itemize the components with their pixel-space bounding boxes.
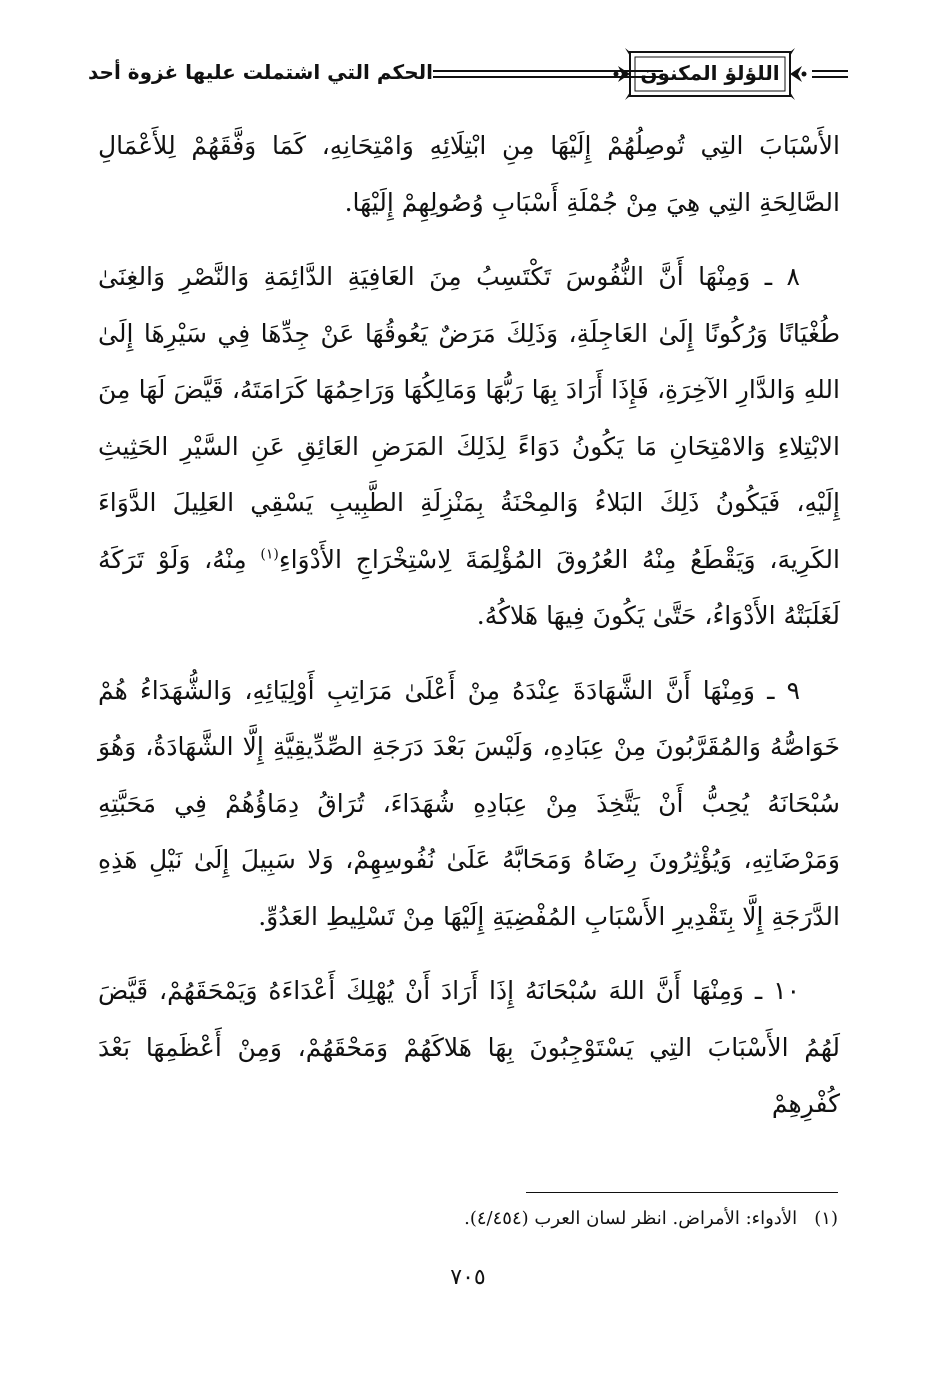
paragraph-8-number: ٨ ـ [764,262,800,291]
paragraph-8-text-a: وَمِنْهَا أَنَّ النُّفُوسَ تَكْتَسِبُ مِنَ العَافِيَةِ الدَّائِمَةِ وَالنَّصْرِ وَالغِنَىٰ طُغْيَانًا وَرُكُونًا إِلَىٰ العَاجِلَةِ، وَذَلِكَ مَرَضٌ يَعُوقُهَا عَنْ جِدِّهَا فِي سَيْرِهَا إِلَىٰ اللهِ وَالدَّارِ الآخِرَةِ، فَإِذَا أَرَادَ بِهَا رَبُّهَا وَمَالِكُهَا وَرَاحِمُهَا كَرَامَتَهُ، قَيَّضَ لَهَا مِنَ الابْتِلاءِ وَالامْتِحَانِ مَا يَكُونُ دَوَاءً لِذَلِكَ المَرَضِ العَائِقِ عَنِ السَّيْرِ الحَثِيثِ إِلَيْهِ، فَيَكُونُ ذَلِكَ البَلاءُ وَالمِحْنَةُ بِمَنْزِلَةِ الطَّبِيبِ يَسْقِي العَلِيلَ الدَّوَاءَ الكَرِيهَ، وَيَقْطَعُ مِنْهُ العُرُوقَ المُؤْلِمَةَ لِاسْتِخْرَاجِ الأَدْوَاءِ [98,262,840,574]
footnote-1 [96,1204,838,1234]
paragraph-9 [98,663,840,946]
page-number: ٧٠٥ [450,1265,486,1290]
chapter-title: الحكم التي اشتملت عليها غزوة أحد [88,60,433,84]
paragraph-9-number: ٩ ـ [767,675,800,705]
paragraph-10-number: ١٠ ـ [754,976,800,1005]
paragraph-10-text: وَمِنْهَا أَنَّ اللهَ سُبْحَانَهُ إِذَا أَرَادَ أَنْ يُهْلِكَ أَعْدَاءَهُ وَيَمْحَقَهُمْ، قَيَّضَ لَهُمُ الأَسْبَابَ التِي يَسْتَوْجِبُونَ بِهَا هَلاكَهُمْ وَمَحْقَهُمْ، وَمِنْ أَعْظَمِهَا بَعْدَ كُفْرِهِمْ [98,976,840,1118]
book-title: اللؤلؤ المكنون [640,61,780,85]
running-header [88,44,848,104]
header-rule-left [433,70,663,78]
paragraph-8 [98,249,840,645]
paragraph-8-text-b: مِنْهُ، وَلَوْ تَرَكَهُ لَغَلَبَتْهُ الأَدْوَاءُ، حَتَّىٰ يَكُونَ فِيهَا هَلاكُهُ. [98,544,840,630]
footnote-separator [526,1192,838,1193]
footnote-ref-1[interactable]: (١) [260,546,279,563]
paragraph-9-text: وَمِنْهَا أَنَّ الشَّهَادَةَ عِنْدَهُ مِنْ أَعْلَىٰ مَرَاتِبِ أَوْلِيَائِهِ، وَالشُّهَدَاءُ هُمْ خَوَاصُّهُ وَالمُقَرَّبُونَ مِنْ عِبَادِهِ، وَلَيْسَ بَعْدَ دَرَجَةِ الصِّدِّيقِيَّةِ إِلَّا الشَّهَادَةُ، وَهُوَ سُبْحَانَهُ يُحِبُّ أَنْ يَتَّخِذَ مِنْ عِبَادِهِ شُهَدَاءَ، تُرَاقُ دِمَاؤُهُمْ فِي مَحَبَّتِهِ وَمَرْضَاتِهِ، وَيُؤْثِرُونَ رِضَاهُ وَمَحَابَّهُ عَلَىٰ نُفُوسِهِمْ، وَلا سَبِيلَ إِلَىٰ نَيْلِ هَذِهِ الدَّرَجَةِ إِلَّا بِتَقْدِيرِ الأَسْبَابِ المُفْضِيَةِ إِلَيْهَا مِنْ تَسْلِيطِ العَدُوِّ. [98,675,840,931]
intro-paragraph: الأَسْبَابَ التِي تُوصِلُهُمْ إِلَيْهَا مِنِ ابْتِلَائِهِ وَامْتِحَانِهِ، كَمَا وَفَّقَهُمْ لِلأَعْمَالِ الصَّالِحَةِ التِي هِيَ مِنْ جُمْلَةِ أَسْبَابِ وُصُولِهِمْ إِلَيْهَا. [98,131,840,217]
paragraph-10 [98,963,840,1133]
footnote-1-marker: (١) [814,1208,838,1229]
footnote-1-text: الأدواء: الأمراض. انظر لسان العرب (٤/٤٥٤). [464,1208,798,1229]
header-rule-right [812,70,848,78]
main-text [98,118,840,1133]
